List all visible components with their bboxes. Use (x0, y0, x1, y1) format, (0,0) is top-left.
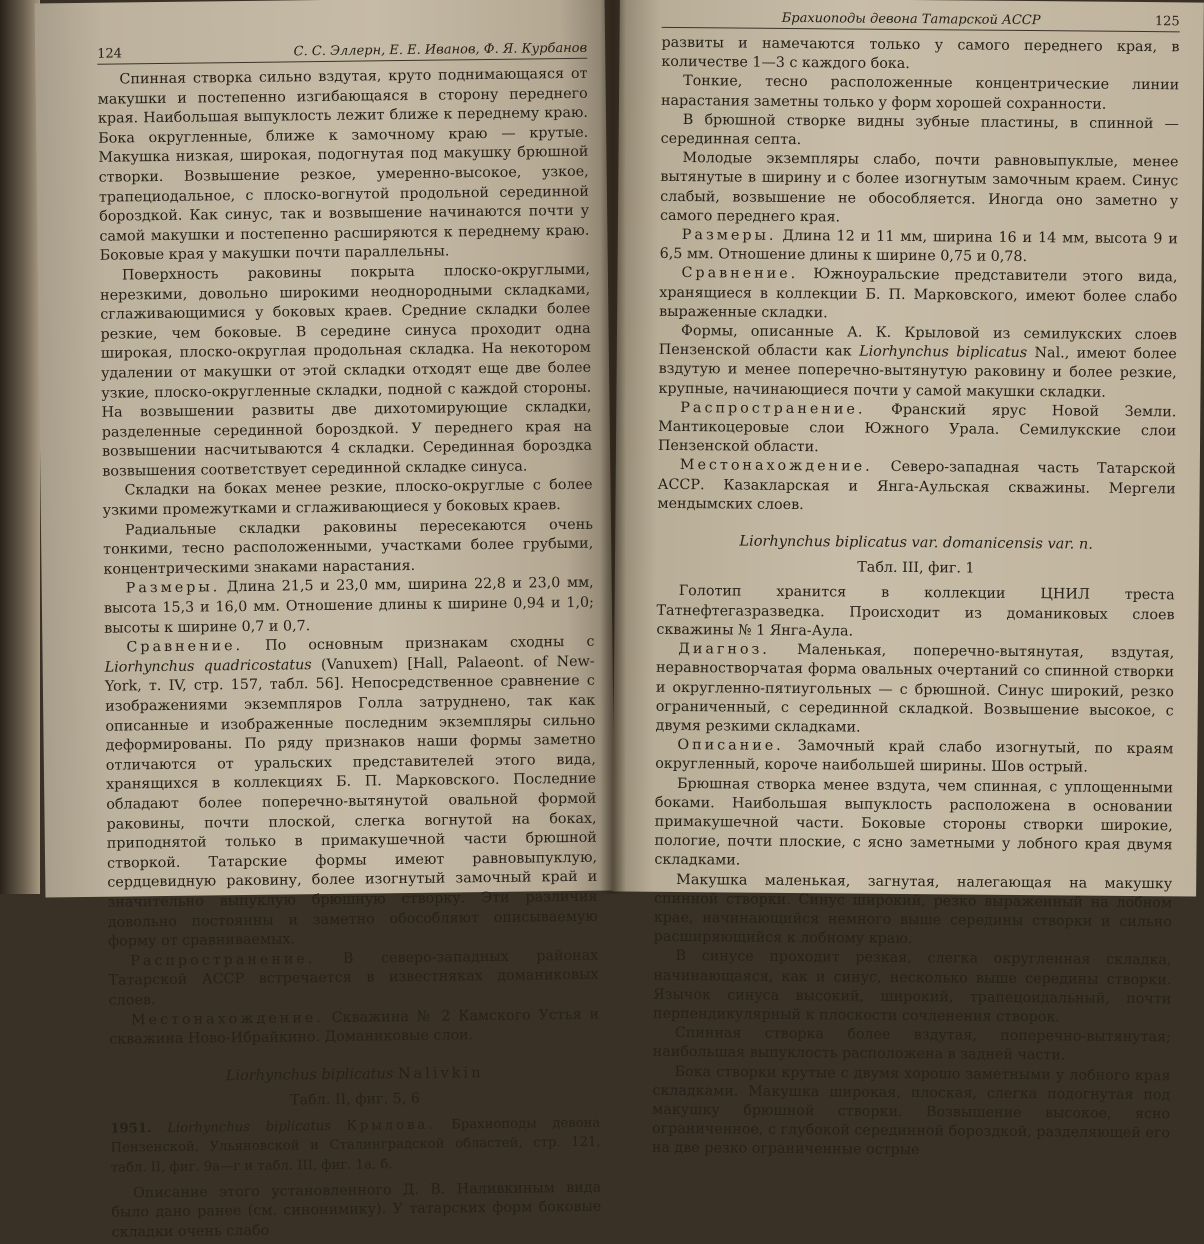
section-label: Сравнение. (126, 638, 244, 656)
left-page-header (97, 41, 587, 65)
paragraph: Брюшная створка менее вздута, чем спинная, с уплощенными боками. Наибольшая выпуклость расположена в основании примакушечной части. Боковые стороны створки широкие, пологие, почти плоские, с ясно заметными у лобного края двумя складками. (654, 775, 1174, 869)
paragraph (657, 456, 1175, 518)
species-name: Liorhynchus quadricostatus (104, 656, 312, 676)
right-page-header (662, 10, 1180, 33)
paragraph (655, 640, 1174, 741)
paragraph: Спинная створка сильно вздутая, круто поднимающаяся от макушки и постепенно изгибающаяся в сторону переднего края. Наибольшая выпуклость лежит ближе к переднему краю. Бока округленные, ближе к замочному краю — крутые. Макушка низкая, широкая, подогнутая под макушку брюшной створки. Возвышение резкое, умеренно-высокое, узкое, трапециодальное, с плоско-вогнутой продольной серединной бороздкой. Как синус, так и возвышение начинаются почти у самой макушки и постепенно расширяются к переднему краю. Боковые края у макушки почти параллельны. (97, 65, 590, 265)
paragraph: Голотип хранится в коллекции ЦНИЛ треста Татнефтегазразведка. Происходит из доманиковых слоев скважины № 1 Янга-Аула. (656, 583, 1175, 640)
paragraph (659, 264, 1177, 326)
paragraph: Тонкие, тесно расположенные концентрические линии нарастания заметны только у форм хорошей сохранности. (660, 73, 1180, 113)
species-heading (657, 532, 1175, 556)
species-author: Nalivkin (397, 1064, 484, 1082)
paragraph (655, 736, 1173, 779)
paragraph-text: Замочный край слабо изогнутый, по краям округленный, короче наибольшей ширины. Шов острый. (655, 738, 1174, 776)
paragraph-text: Маленькая, поперечно-вытянутая, вздутая, неравностворчатая форма овальных очертаний со спинной створки и округленно-пятиугольных — с брюшной. Синус широкий, резко ограниченный, с серединной складкой. Возвышение высокое, с двумя резкими складками. (655, 642, 1175, 736)
plate-reference: Табл. II, фиг. 5, 6 (289, 1091, 420, 1109)
paragraph: Бока створки крутые с двумя хорошо заметными у лобного края складками. Макушка широкая, плоская, слегка подогнутая под макушку брюшной створки. Возвышение высокое, ясно ограниченное, с глубокой серединной бороздкой, разделяющей его на две резко ограниченные острые (651, 1063, 1171, 1159)
paragraph (109, 1005, 599, 1050)
paragraph (104, 574, 595, 639)
book-edge (0, 0, 40, 894)
page-number: 125 (1154, 14, 1180, 30)
paragraph (108, 946, 599, 1011)
paragraph (104, 633, 598, 952)
paragraph-text: В северо-западных районах Татарской АССР встречается в известняках доманиковых слоев. (108, 947, 599, 1009)
paragraph: В синусе проходит резкая, слегка округленная складка, начинающаяся, как и синус, несколько выше середины створки. Язычок синуса высокий, широкий, трапецоидальный, почти перпендикулярный к плоскости сочленения створок. (652, 948, 1172, 1026)
paragraph-text: Франский ярус Новой Земли. Мантикоцеровые слои Южного Урала. Семилукские слои Пензенской области. (657, 401, 1177, 456)
paragraph: Спинная створка более вздутая, поперечно-вытянутая; наибольшая выпуклость расположена в задней части. (652, 1025, 1171, 1064)
paragraph-text: Южноуральские представители этого вида, хранящиеся в коллекции Б. П. Марковского, имеют более слабо выраженные складки. (659, 266, 1178, 322)
paragraph-text: Формы, описанные А. К. Крыловой из семилукских слоев Пензенской области как (658, 323, 1178, 360)
paragraph-text: По основным признакам сходны с (265, 633, 595, 654)
right-page (612, 0, 1204, 1159)
paragraph-text: Северо-западная часть Татарской АССР. Казакларская и Янга-Аульская скважины. Мергели мендымских слоев. (657, 459, 1176, 513)
section-label: Распространение. (680, 399, 866, 418)
species-heading (110, 1062, 600, 1088)
paragraph-text: Nal., имеют более вздутую и менее поперечно-вытянутую раковину и более резкие, крупные, начинающиеся почти у самой макушки складки. (658, 345, 1177, 401)
paragraph (658, 399, 1176, 461)
section-label: Размеры. (681, 227, 777, 244)
species-name: Liorhynchus biplicatus (859, 343, 1028, 362)
page-number: 124 (97, 46, 123, 62)
paragraph (660, 226, 1178, 269)
syn-author: Крылова. (346, 1117, 436, 1134)
synonymy (110, 1114, 601, 1179)
section-label: Местонахождение. (679, 457, 873, 476)
section-label: Местонахождение. (130, 1009, 324, 1028)
paragraph: Макушка маленькая, загнутая, налегающая на макушку спинной створки. Синус широкий, резко выраженный на лобном крае, начинающийся немного выше середины створки и сильно расширяющийся к лобному краю. (653, 871, 1173, 948)
paragraph-text: Скважина № 2 Камского Устья и скважина Ново-Ибрайкино. Доманиковые слои. (109, 1006, 600, 1048)
species-title: Liorhynchus biplicatus var. domanicensis var. n. (739, 533, 1093, 553)
paragraph-text: Длина 12 и 11 мм, ширина 16 и 14 мм, высота 9 и 6,5 мм. Отношение длины к ширине 0,75 и 0,78. (659, 227, 1178, 266)
running-head: Брахиоподы девона Татарской АССР (781, 10, 1041, 29)
plate-reference: Табл. III, фиг. 1 (857, 559, 975, 577)
syn-species: Liorhynchus biplicatus (167, 1118, 332, 1136)
section-label: Описание. (677, 737, 784, 755)
paragraph: Складки на боках менее резкие, плоско-округлые с более узкими промежутками и сглаживающиеся у боковых краев. (102, 477, 593, 519)
species-title: Liorhynchus biplicatus (225, 1065, 394, 1084)
syn-text: Брахиоподы девона Пензенской, Ульяновской и Сталинградской областей, стр. 121, табл. II, фиг. 9а—г и табл. III, фиг. 1а, б. (110, 1115, 601, 1176)
paragraph-text: Длина 21,5 и 23,0 мм, ширина 22,8 и 23,0 мм, высота 15,3 и 16,0 мм. Отношение длины к ширине 0,94 и 1,0; высоты к ширине 0,7 и 0,7. (103, 575, 595, 637)
paragraph: Радиальные складки раковины пересекаются очень тонкими, тесно расположенными, участками более грубыми, концентрическими знаками нарастания. (103, 516, 594, 578)
section-label: Распространение. (130, 950, 316, 970)
paragraph: Поверхность раковины покрыта плоско-округлыми, нерезкими, довольно широкими неоднородными складками, сглаживающимися у боковых краев. Средние складки более резкие, чем боковые. В середине синуса проходит одна широкая, плоско-округлая продольная складка. На некотором удалении от макушки от этой складки отходят еще две более узкие, плоско-округленные складки, подной с каждой стороны. На возвышении развиты две дихотомирующие складки, разделенные серединной бороздкой. У переднего края на возвышении насчитываются 4 складки. Серединная бороздка возвышения соответствует серединной складке синуса. (100, 261, 593, 480)
section-label: Диагноз. (678, 641, 770, 658)
running-head: С. С. Эллерн, Е. Е. Иванов, Ф. Я. Курбанов (293, 40, 588, 60)
paragraph (658, 322, 1177, 403)
paragraph: развиты и намечаются только у самого переднего края, в количестве 1—3 с каждого бока. (661, 34, 1180, 73)
paragraph-text: (Vanuxem) [Hall, Palaeont. of New-York, т. IV, стр. 157, табл. 56]. Непосредственное сравнение с изображениями экземпляров Голла затруднено, так как описанные и изображенные последним экземпляры сильно деформированы. По ряду признаков наши формы заметно отличаются от уральских представителей этого вида, хранящихся в коллекциях Б. П. Марковского. Последние обладают более поперечно-вытянутой овальной формой раковины, почти плоской, слегка вогнутой на боках, приподнятой только в примакушечной части брюшной створкой. Татарские формы имеют равновыпуклую, сердцевидную раковину, более изогнутый замочный край и значительно выпуклую брюшную створку. Эти различия довольно постоянны и заметно обособляют описываемую форму от сравниваемых. (104, 653, 598, 950)
section-label: Размеры. (125, 579, 221, 597)
syn-year: 1951. (110, 1121, 152, 1137)
paragraph: В брюшной створке видны зубные пластины, в спинной — серединная септа. (660, 111, 1179, 149)
paragraph: Описание этого установленного Д. В. Наливкиным вида было дано ранее (см. синонимику). У татарских форм боковые складки очень слабо (111, 1179, 602, 1241)
book-gutter (600, 0, 626, 894)
paragraph: Молодые экземпляры слабо, почти равновыпуклые, менее вытянутые в ширину и с более изогнутым замочным краем. Синус слабый, возвышение не обособляется. Иногда оно заметно у самого переднего края. (659, 150, 1179, 226)
section-label: Сравнение. (681, 265, 799, 283)
left-page (35, 0, 616, 1241)
